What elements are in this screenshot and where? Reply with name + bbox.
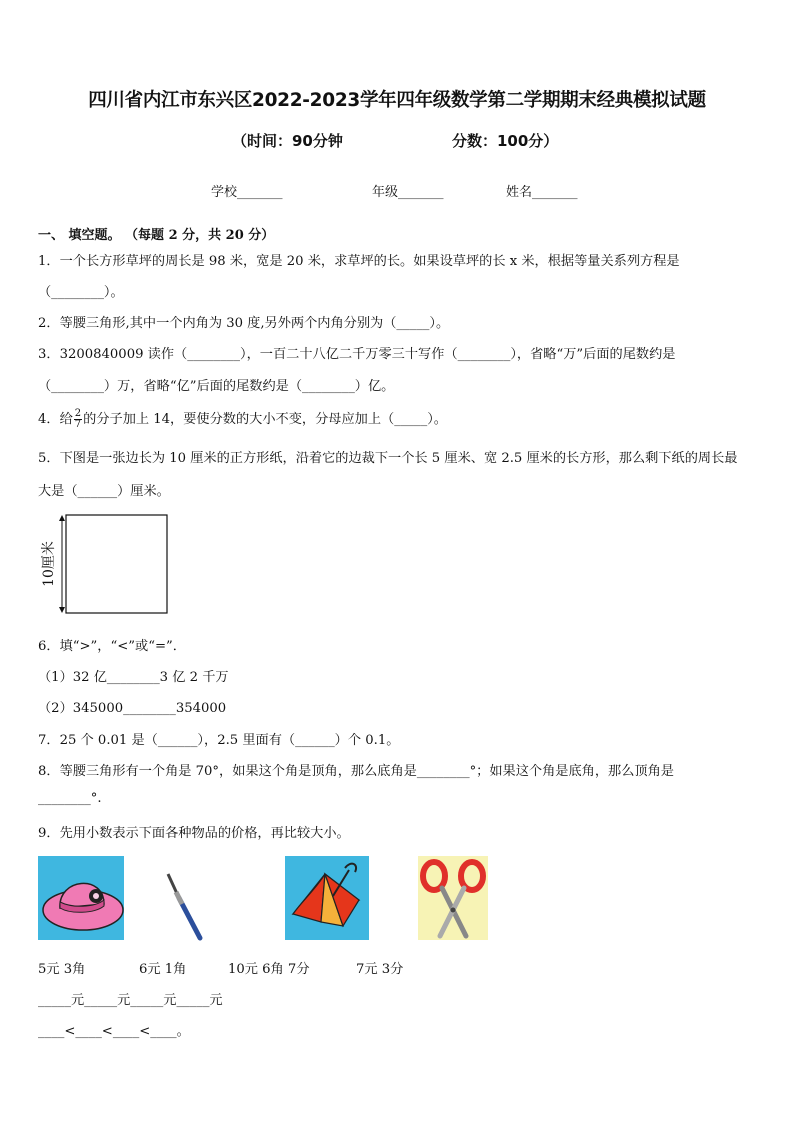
pen-picture: [158, 868, 208, 944]
question-5-line-1: 5．下图是一张边长为 10 厘米的正方形纸，沿着它的边裁下一个长 5 厘米、宽 2.5 厘米的长方形，那么剩下纸的周长最: [38, 451, 738, 466]
school-field: 学校_______: [211, 185, 283, 200]
exam-time: （时间：90分钟: [232, 132, 343, 150]
exam-score: 分数：100分）: [452, 132, 559, 150]
page-title: 四川省内江市东兴区2022-2023学年四年级数学第二学期期末经典模拟试题: [88, 90, 706, 111]
price-scissors: 7元 3分: [356, 962, 404, 977]
question-2: 2．等腰三角形,其中一个内角为 30 度,另外两个内角分别为（_____）。: [38, 316, 450, 331]
question-5-line-2: 大是（______）厘米。: [38, 484, 170, 499]
question-1-line-1: 1．一个长方形草坪的周长是 98 米，宽是 20 米，求草坪的长。如果设草坪的长 x 米，根据等量关系列方程是: [38, 254, 680, 269]
question-6: 6．填“>”，“<”或“=”．: [38, 639, 186, 654]
square-paper-figure: [36, 508, 176, 620]
price-hat: 5元 3角: [38, 962, 86, 977]
side-length-label: 10厘米: [41, 541, 57, 587]
question-4: [38, 408, 447, 430]
question-7: 7．25 个 0.01 是（______），2.5 里面有（______）个 0.1。: [38, 733, 400, 748]
price-umbrella: 10元 6角 7分: [228, 962, 310, 977]
price-pen: 6元 1角: [139, 962, 187, 977]
hat-picture: [38, 856, 124, 940]
question-3-line-1: 3．3200840009 读作（________），一百二十八亿二千万零三十写作（________），省略“万”后面的尾数约是: [38, 347, 676, 362]
question-8-line-2: ________°.: [38, 791, 102, 806]
question-9: 9．先用小数表示下面各种物品的价格，再比较大小。: [38, 826, 350, 841]
scissors-picture: [418, 856, 488, 940]
question-8-line-1: 8．等腰三角形有一个角是 70°，如果这个角是顶角，那么底角是________°；如果这个角是底角，那么顶角是: [38, 764, 674, 779]
name-field: 姓名_______: [506, 185, 578, 200]
fraction-denominator: 7: [74, 419, 82, 430]
section-heading: 一、 填空题。 （每题 2 分，共 20 分）: [38, 228, 275, 243]
question-6-part-1: （1）32 亿________3 亿 2 千万: [38, 670, 229, 685]
grade-field: 年级_______: [372, 185, 444, 200]
umbrella-picture: [285, 856, 369, 940]
fraction-numerator: 2: [74, 408, 82, 419]
square-outline: [66, 515, 167, 613]
question-1-line-2: （________）。: [38, 285, 124, 300]
question-3-line-2: （________）万，省略“亿”后面的尾数约是（________）亿。: [38, 379, 395, 394]
question-9-compare: ____<____<____<____。: [38, 1024, 190, 1039]
fraction: [74, 409, 82, 430]
question-9-blanks: _____元_____元_____元_____元: [38, 993, 223, 1008]
question-6-part-2: （2）345000________354000: [38, 701, 227, 716]
dimension-arrow-top: [59, 515, 65, 521]
dimension-arrow-bottom: [59, 607, 65, 613]
question-4-suffix: 的分子加上 14，要使分数的大小不变，分母应加上（_____）。: [83, 412, 447, 427]
question-4-prefix: 4．给: [38, 412, 73, 427]
